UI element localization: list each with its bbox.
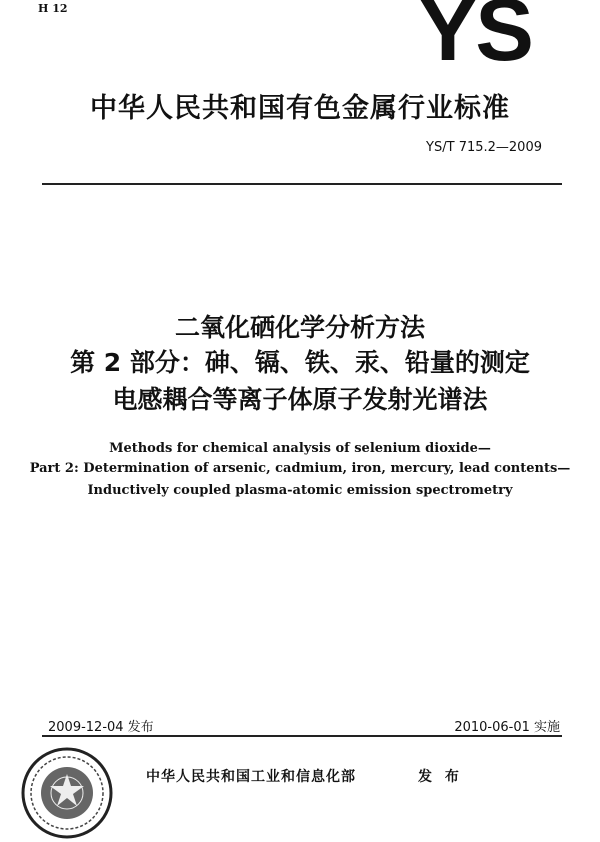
chinese-title-line-3: 电感耦合等离子体原子发射光谱法 bbox=[112, 385, 488, 414]
chinese-title-line-1: 二氧化硒化学分析方法 bbox=[174, 313, 425, 342]
english-title-line-2: Part 2: Determination of arsenic, cadmium, iron, mercury, lead contents— bbox=[29, 461, 571, 476]
top-divider bbox=[42, 183, 562, 185]
ccs-code: H 12 bbox=[38, 2, 68, 15]
publish-label: 发 布 bbox=[418, 769, 463, 785]
publisher-name: 中华人民共和国工业和信息化部 bbox=[146, 769, 356, 785]
ys-logo: YS bbox=[418, 0, 532, 79]
english-title-line-3: Inductively coupled plasma-atomic emission spectrometry bbox=[87, 483, 513, 498]
standard-organization-title: 中华人民共和国有色金属行业标准 bbox=[90, 93, 510, 124]
issue-date: 2009-12-04 发布 bbox=[48, 720, 154, 735]
ministry-seal-icon bbox=[18, 744, 116, 842]
bottom-divider bbox=[42, 735, 562, 737]
english-title-line-1: Methods for chemical analysis of selenium dioxide— bbox=[109, 441, 491, 456]
chinese-title-line-2: 第 2 部分：砷、镉、铁、汞、铅量的测定 bbox=[70, 348, 530, 377]
implementation-date: 2010-06-01 实施 bbox=[454, 720, 560, 735]
standard-number: YS/T 715.2—2009 bbox=[426, 140, 542, 155]
